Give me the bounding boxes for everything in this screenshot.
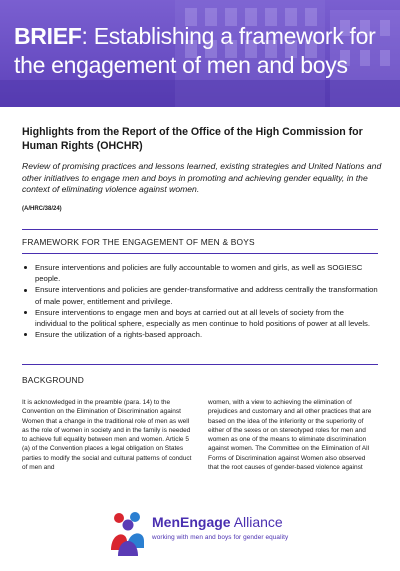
logo-wordmark-rest: Alliance: [230, 514, 283, 530]
brief-title: [14, 22, 390, 80]
background-column-left: It is acknowledged in the preamble (para. 14) to the Convention on the Elimination of Discrimination against Women that a change in the traditional role of men as well as the role of women in society and in the family is needed to achieve full equality between men and women. Article 5 (a) of the Convention places a legal obligation on States parties to modify the social and cultural patterns of conduct of men and: [22, 399, 192, 472]
brief-title-text: : Establishing a framework for the engagement of men and boys: [14, 23, 376, 78]
report-subtitle: Review of promising practices and lessons learned, existing strategies and United Nations and other initiatives to engage men and boys in promoting and achieving gender equality, in the context of eliminating violence against women.: [22, 161, 382, 194]
header-banner: [0, 0, 400, 107]
list-item: Ensure interventions to engage men and boys at carried out at all levels of society from the individual to the political sphere, especially as men continue to hold positions of power at all levels.: [22, 307, 378, 329]
list-item: Ensure the utilization of a rights-based approach.: [22, 329, 378, 340]
logo-wordmark-bold: MenEngage: [152, 514, 231, 530]
framework-heading: FRAMEWORK FOR THE ENGAGEMENT OF MEN & BOYS: [22, 237, 255, 247]
framework-list: [22, 262, 378, 340]
logo-wordmark: [152, 514, 283, 530]
logo-tagline: working with men and boys for gender equality: [152, 534, 289, 541]
people-logo-icon: [106, 508, 150, 558]
brief-title-emphasis: BRIEF: [14, 23, 82, 49]
divider-background: [22, 364, 378, 365]
menengage-logo: [106, 508, 356, 558]
report-header: [22, 125, 382, 212]
divider-top: [22, 229, 378, 230]
divider-framework: [22, 253, 378, 254]
report-title: Highlights from the Report of the Office of the High Commission for Human Rights (OHCHR): [22, 126, 363, 152]
list-item: Ensure interventions and policies are gender-transformative and address centrally the transformation of male power, entitlement and privilege.: [22, 284, 378, 306]
background-heading: BACKGROUND: [22, 375, 85, 385]
list-item: Ensure interventions and policies are fully accountable to women and girls, as well as SOGIESC people.: [22, 262, 378, 284]
report-reference: (A/HRC/38/24): [22, 205, 62, 212]
background-column-right: women, with a view to achieving the elimination of prejudices and customary and all other practices that are based on the idea of the inferiority or the superiority of either of the sexes or on stereotyped roles for men and women as one of the means to eliminate discrimination against women. The Committee on the Elimination of All Forms of Discrimination against Women also observed that the root causes of gender-based violence against: [208, 399, 372, 472]
